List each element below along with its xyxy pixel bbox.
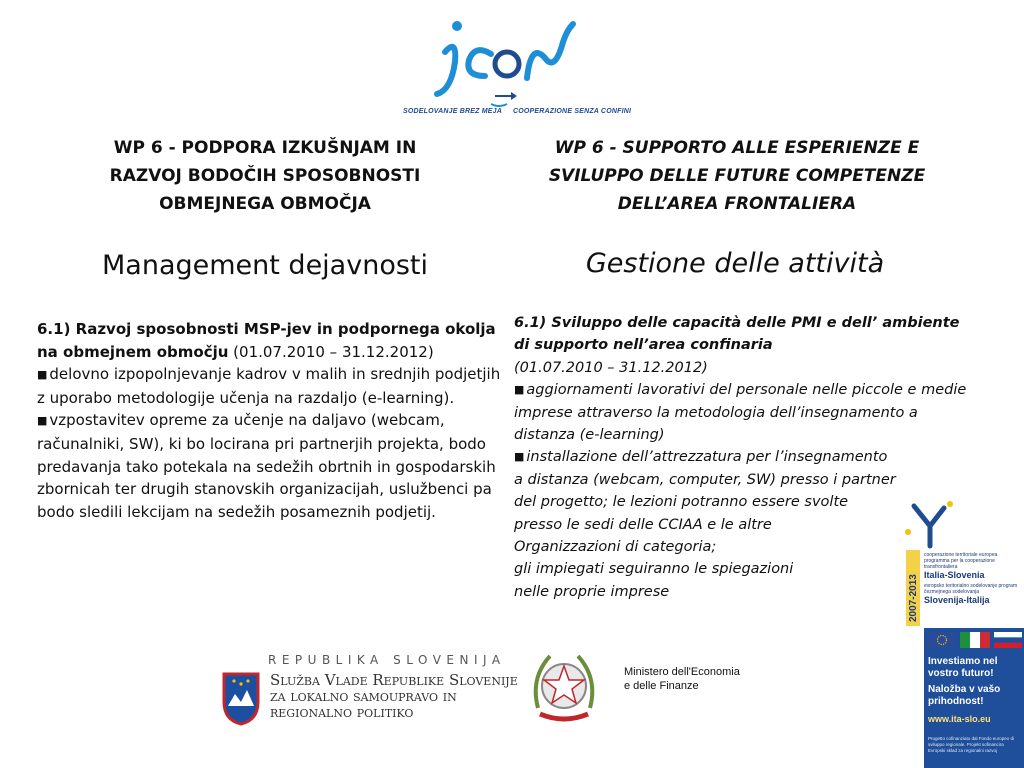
bullet-text: del progetto; le lezioni potranno essere svolte <box>514 494 849 511</box>
icon-logo-mark <box>395 12 630 108</box>
item-title: 6.1) Razvoj sposobnosti MSP-jev in podpornega okolja na obmejnem območju <box>37 320 496 361</box>
svg-text:2007-2013: 2007-2013 <box>908 574 919 622</box>
wp-title-line: WP 6 - SUPPORTO ALLE ESPERIENZE E <box>554 138 920 158</box>
slovenia-flag-icon <box>994 632 1022 648</box>
square-bullet-icon: ■ <box>514 450 525 464</box>
mef-line: Ministero dell'Economia <box>624 666 740 678</box>
wp-title-line: RAZVOJ BODOČIH SPOSOBNOSTI <box>109 166 421 186</box>
svlr-line: za lokalno samoupravo in <box>270 687 457 705</box>
wp-title-line: DELL’AREA FRONTALIERA <box>617 194 857 214</box>
bullet-text: a distanza (webcam, computer, SW) presso i partner <box>514 471 896 488</box>
bullet-text: installazione dell’attrezzatura per l’insegnamento <box>526 449 888 466</box>
bullet-text: vzpostavitev opreme za učenje na daljavo (webcam, računalniki, SW), ki bo locirana pri partnerjih projekta, bodo predavanja tako potekala na sedežih obrtnih in gospodarskih zbornicah ter drugih stanovskih organizacijah, uslužbenci pa bodo sledili lekcijam na sedežih posameznih podjetij. <box>37 411 496 521</box>
bullet-italian-1 <box>514 379 969 446</box>
item-6-1-italian <box>514 312 969 357</box>
logo-tagline-it: COOPERAZIONE SENZA CONFINI <box>513 108 632 115</box>
wp-title-line: WP 6 - PODPORA IZKUŠNJAM IN <box>113 138 417 158</box>
wp-title-italian <box>517 134 957 218</box>
program-banner <box>924 628 1024 768</box>
wp-title-slovene <box>55 134 475 218</box>
square-bullet-icon: ■ <box>37 368 48 382</box>
svlr-line: Služba Vlade Republike Slovenije <box>270 671 518 689</box>
item-6-1-slovene <box>37 318 507 363</box>
slovenia-coat-of-arms <box>222 672 260 726</box>
banner-website: www.ita-slo.eu <box>928 714 991 724</box>
bullet-text: gli impiegati seguiranno le spiegazioni <box>514 561 794 578</box>
program-sl-small: evropsko teritorialno sodelovanje program čezmejnega sodelovanja <box>924 583 1018 595</box>
program-sl-name: Slovenija-Italija <box>924 595 990 605</box>
wp-title-line: OBMEJNEGA OBMOČJA <box>159 194 371 214</box>
republika-slovenija-header: REPUBLIKA SLOVENIJA <box>268 653 506 667</box>
svlr-line: regionalno politiko <box>270 703 414 721</box>
mef-name <box>624 665 740 693</box>
banner-line-italian: Investiamo nel vostro futuro! <box>928 656 998 679</box>
item-title: 6.1) Sviluppo delle capacità delle PMI e dell’ ambiente di supporto nell’area confinaria <box>514 315 960 354</box>
program-it-small: cooperazione territoriale europea programma per la cooperazione transfrontaliera <box>924 552 998 570</box>
subtitle-italian: Gestione delle attività <box>585 248 885 279</box>
bullet-text: presso le sedi delle CCIAA e le altre <box>514 516 772 533</box>
bullet-text: delovno izpopolnjevanje kadrov v malih in srednjih podjetjih z uporabo metodologije učenja na razdaljo (e-learning). <box>37 365 501 407</box>
item-dates: (01.07.2010 – 31.12.2012) <box>228 342 434 361</box>
bullet-text: nelle proprie imprese <box>514 583 670 600</box>
mef-line: e delle Finanze <box>624 680 699 692</box>
item-dates: (01.07.2010 – 31.12.2012) <box>514 359 708 376</box>
square-bullet-icon: ■ <box>514 383 525 397</box>
program-text <box>924 552 1024 608</box>
svlr-name <box>270 671 518 721</box>
wp-title-line: SVILUPPO DELLE FUTURE COMPETENZE <box>548 166 926 186</box>
banner-fineprint: Progetto cofinanziato dal Fondo europeo di sviluppo regionale. Projekt sofinancira Evropski sklad za regionalni razvoj <box>928 736 1015 753</box>
bullet-text: Organizzazioni di categoria; <box>514 539 717 556</box>
eu-flag-icon <box>928 632 956 648</box>
bullet-slovene-1 <box>37 363 507 409</box>
program-years-vertical <box>906 550 920 626</box>
square-bullet-icon: ■ <box>37 414 48 428</box>
program-logo <box>900 498 1024 626</box>
program-it-name: Italia-Slovenia <box>924 570 985 580</box>
italy-flag-icon <box>960 632 990 648</box>
banner-line-slovene: Naložba v vašo prihodnost! <box>928 684 1001 707</box>
body-slovene <box>37 318 507 523</box>
bullet-text: aggiornamenti lavorativi del personale nelle piccole e medie imprese attraverso la metodologia dell’insegnamento a distanza (e-learning) <box>514 382 967 444</box>
italy-emblem <box>528 648 600 724</box>
subtitle-slovene: Management dejavnosti <box>101 250 428 281</box>
logo-tagline-sl: SODELOVANJE BREZ MEJA <box>403 108 502 115</box>
icon-project-logo <box>395 12 630 130</box>
eu-star-logo <box>900 498 960 550</box>
bullet-slovene-2 <box>37 409 507 523</box>
flags-strip <box>928 632 1022 648</box>
